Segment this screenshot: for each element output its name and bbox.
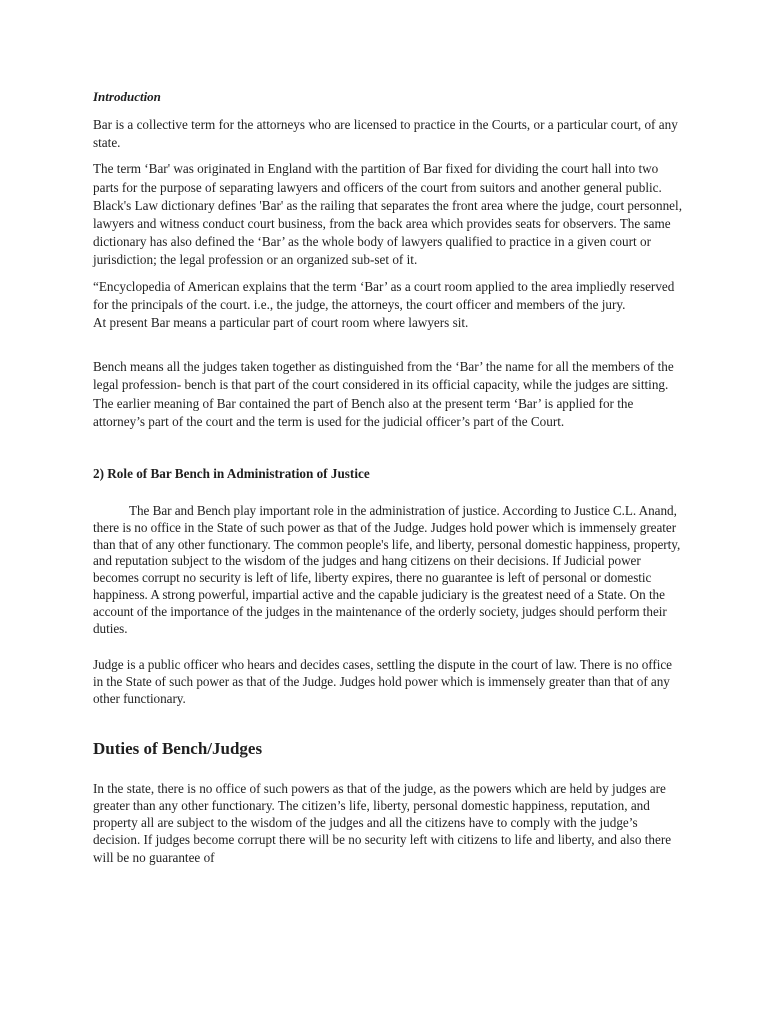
bench-paragraph: Bench means all the judges taken together as distinguished from the ‘Bar’ the name for all the members of the legal profession- bench is that part of the court considered in its official capacity, while the judges are sitting. The earlier meaning of Bar contained the part of Bench also at the present term ‘Bar’ is applied for the attorney’s part of the court and the term is used for the judicial officer’s part of the Court. bbox=[93, 359, 674, 429]
bar-origin-paragraph: The term ‘Bar' was originated in England with the partition of Bar fixed for dividing the court hall into two parts for the purpose of separating lawyers and officers of the court from suitors and another general public. Black's Law dictionary defines 'Bar' as the railing that separates the front area where the judge, court personnel, lawyers and witness conduct court business, from the back area which provides seats for observers. The same dictionary has also defined the ‘Bar’ as the whole body of lawyers qualified to practice in a given court or jurisdiction; the legal profession or an organized sub-set of it. bbox=[93, 161, 682, 268]
role-section-heading: 2) Role of Bar Bench in Administration of Justice bbox=[93, 466, 370, 482]
encyclopedia-paragraph: “Encyclopedia of American explains that the term ‘Bar’ as a court room applied to the area impliedly reserved for the principals of the court. i.e., the judge, the attorneys, the court officer and members of the jury. bbox=[93, 278, 675, 312]
duties-heading: Duties of Bench/Judges bbox=[93, 738, 263, 758]
present-bar-paragraph: At present Bar means a particular part of court room where lawyers sit. bbox=[93, 315, 469, 331]
judge-paragraph: Judge is a public officer who hears and decides cases, settling the dispute in the court of law. There is no office in the State of such power as that of the Judge. Judges hold power which is immensely greater than that of any other functionary. bbox=[93, 657, 672, 707]
duties-paragraph: In the state, there is no office of such powers as that of the judge, as the powers which are held by judges are greater than any other functionary. The citizen’s life, liberty, personal domestic happiness, reputation, and property all are subject to the wisdom of the judges and all the citizens have to comply with the judge’s decision. If judges become corrupt there will be no security left with citizens to life and liberty, and also there will be no guarantee of bbox=[93, 780, 672, 865]
bar-definition-paragraph: Bar is a collective term for the attorneys who are licensed to practice in the Courts, or a particular court, of any state. bbox=[93, 117, 678, 151]
introduction-heading: Introduction bbox=[93, 89, 161, 104]
document-page bbox=[93, 88, 683, 866]
role-paragraph: The Bar and Bench play important role in the administration of justice. According to Justice C.L. Anand, there is no office in the State of such power as that of the Judge. Judges hold power which is immensely greater than that of any other functionary. The common people's life, and liberty, personal domestic happiness, property, and reputation subject to the wisdom of the judges and hang citizens on their decisions. If Judicial power becomes corrupt no security is left of life, liberty expires, there no guarantee is left of personal or domestic happiness. A strong powerful, impartial active and the capable judiciary is the greatest need of a State. On the account of the importance of the judges in the maintenance of the orderly society, judges should perform their duties. bbox=[93, 503, 681, 636]
